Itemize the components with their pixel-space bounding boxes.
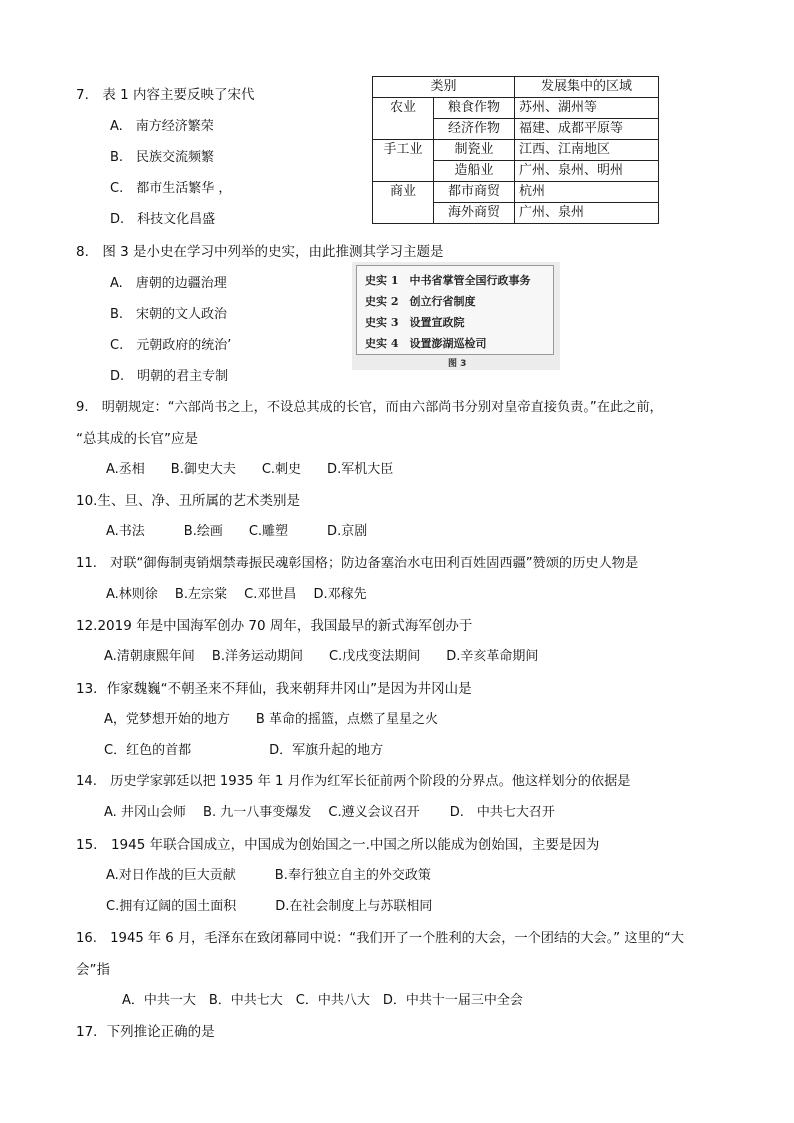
q16-stem-line1: 16. 1945 年 6 月，毛泽东在致闭幕同中说：“我们开了一个胜利的大会，一个团结的大会。” 这里的“大 xyxy=(76,931,684,946)
q13-stem: 13．作家魏巍“不朝圣来不拜仙，我来朝拜井冈山”是因为井冈山是 xyxy=(76,681,472,697)
q14-stem: 14. 历史学家郭廷以把 1935 年 1 月作为红军长征前两个阶段的分界点。他这样划分的依据是 xyxy=(76,774,631,789)
q15-options-row1: A.对日作战的巨大贡献 B.奉行独立自主的外交政策 xyxy=(106,868,431,883)
q7-stem: 7. 表 1 内容主要反映了宋代 xyxy=(76,87,255,103)
table-category-cell: 手工业 xyxy=(373,140,434,182)
q16-stem-line2: 会”指 xyxy=(76,962,110,978)
table-cell: 广州、泉州、明州 xyxy=(515,161,659,182)
q12-options: A.清朝康熙年间 B.洋务运动期间 C.戊戌变法期间 D.辛亥革命期间 xyxy=(104,649,539,664)
q9-options: A.丞相 B.御史大夫 C.刺史 D.军机大臣 xyxy=(106,462,394,477)
table-cell: 海外商贸 xyxy=(434,203,515,224)
figure-3-caption: 图 3 xyxy=(448,359,467,369)
table-header-category: 类别 xyxy=(373,77,515,98)
figure-3-fact: 史实 2 创立行省制度 xyxy=(365,295,476,308)
table-cell: 杭州 xyxy=(515,182,659,203)
table-cell: 经济作物 xyxy=(434,119,515,140)
q16-options: A．中共一大 B．中共七大 C．中共八大 D．中共十一届三中全会 xyxy=(122,993,523,1008)
figure-3 xyxy=(352,262,560,370)
table-1 xyxy=(372,76,659,224)
figure-3-fact: 史实 1 中书省掌管全国行政事务 xyxy=(365,274,531,287)
q13-options-row1: A，党梦想开始的地方 B 革命的摇篮，点燃了星星之火 xyxy=(104,712,438,727)
table-row xyxy=(373,140,659,161)
q9-stem-line2: “总其成的长官”应是 xyxy=(76,431,198,447)
figure-3-fact: 史实 3 设置宣政院 xyxy=(365,316,465,329)
q9-stem-line1: 9. 明朝规定：“六部尚书之上，不设总其成的长官，而由六部尚书分别对皇帝直接负责。”在此之前， xyxy=(76,400,663,415)
q8-option-b: B. 宋朝的文人政治 xyxy=(110,307,228,322)
table-cell: 广州、泉州 xyxy=(515,203,659,224)
table-cell: 福建、成都平原等 xyxy=(515,119,659,140)
q11-options: A.林则徐 B.左宗棠 C.邓世昌 D.邓稼先 xyxy=(106,587,367,602)
figure-3-facts-box xyxy=(356,265,554,355)
q8-option-d: D. 明朝的君主专制 xyxy=(110,369,229,384)
figure-3-fact: 史实 4 设置澎湖巡检司 xyxy=(365,337,487,350)
table-cell: 造船业 xyxy=(434,161,515,182)
q7-option-a: A. 南方经济繁荣 xyxy=(110,119,214,134)
q8-option-c: C. 元朝政府的统治’ xyxy=(110,338,232,353)
q14-options: A. 井冈山会师 B. 九一八事变爆发 C.遵义会议召开 D. 中共七大召开 xyxy=(104,805,555,820)
q13-options-row2: C．红色的首都 D．军旗升起的地方 xyxy=(104,743,384,758)
table-cell: 都市商贸 xyxy=(434,182,515,203)
q11-stem: 11. 对联“御侮制夷销烟禁毒振民魂彰国格；防边备塞治水屯田利百姓固西疆”赞颂的历史人物是 xyxy=(76,556,639,571)
q15-options-row2: C.拥有辽阔的国土面积 D.在社会制度上与苏联相同 xyxy=(106,899,433,914)
table-cell: 江西、江南地区 xyxy=(515,140,659,161)
q8-stem: 8. 图 3 是小史在学习中列举的史实，由此推测其学习主题是 xyxy=(76,244,444,260)
table-category-cell: 农业 xyxy=(373,98,434,140)
q8-option-a: A. 唐朝的边疆治理 xyxy=(110,276,227,291)
table-category-cell: 商业 xyxy=(373,182,434,224)
q10-options: A.书法 B.绘画 C.雕塑 D.京剧 xyxy=(106,524,368,539)
q7-option-b: B. 民族交流频繁 xyxy=(110,150,215,165)
q15-stem: 15. 1945 年联合国成立，中国成为创始国之一.中国之所以能成为创始国，主要是因为 xyxy=(76,837,600,853)
table-cell: 苏州、湖州等 xyxy=(515,98,659,119)
q12-stem: 12.2019 年是中国海军创办 70 周年，我国最早的新式海军创办于 xyxy=(76,618,473,634)
table-row xyxy=(373,182,659,203)
q10-stem: 10.生、旦、净、丑所属的艺术类别是 xyxy=(76,493,300,509)
table-cell: 粮食作物 xyxy=(434,98,515,119)
q7-option-c: C. 都市生活繁华 ， xyxy=(110,181,232,196)
table-header-region: 发展集中的区域 xyxy=(515,77,659,98)
table-header-row xyxy=(373,77,659,98)
table-cell: 制瓷业 xyxy=(434,140,515,161)
q17-stem: 17．下列推论正确的是 xyxy=(76,1024,215,1040)
table-row xyxy=(373,98,659,119)
q7-option-d: D. 科技文化昌盛 xyxy=(110,212,216,227)
